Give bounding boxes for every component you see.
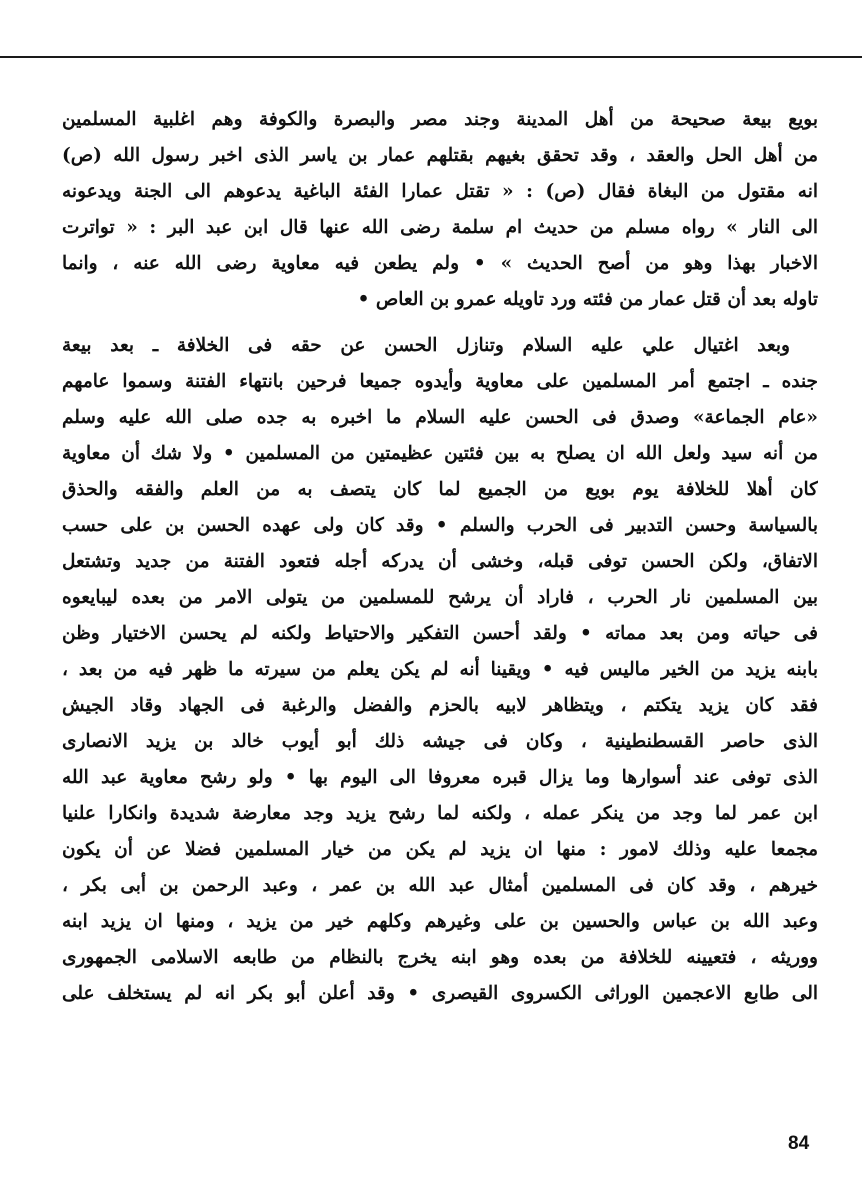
text-line: بين المسلمين نار الحرب ، فاراد أن يرشح للمسلمين من يتولى الامر من بعده ليبايعوه [62, 587, 818, 608]
text-line: انه مقتول من البغاة فقال (ص) : « تقتل عمارا الفئة الباغية يدعوهم الى الجنة ويدعونه [62, 181, 818, 202]
text-line: خيرهم ، وقد كان فى المسلمين أمثال عبد الله بن عمر ، وعبد الرحمن بن أبى بكر ، [62, 875, 818, 896]
text-line: من أهل الحل والعقد ، وقد تحقق بغيهم بقتلهم عمار بن ياسر الذى اخبر رسول الله (ص) [62, 145, 818, 166]
text-line: «عام الجماعة» وصدق فى الحسن عليه السلام ما اخبره به جده صلى الله عليه وسلم [62, 407, 818, 428]
text-line: وبعد اغتيال علي عليه السلام وتنازل الحسن عن حقه فى الخلافة ـ بعد بيعة [62, 335, 790, 356]
text-line: جنده ـ اجتمع أمر المسلمين على معاوية وأيدوه جميعا فرحين بانتهاء الفتنة وسموا عامهم [62, 371, 818, 392]
paragraph-1 [62, 102, 818, 318]
text-line: الاتفاق، ولكن الحسن توفى قبله، وخشى أن يدركه أجله فتعود الفتنة من جديد وتشتعل [62, 551, 818, 572]
text-line: الاخبار بهذا وهو من أصح الحديث » • ولم يطعن فيه معاوية رضى الله عنه ، وانما [62, 253, 818, 274]
page-number: 84 [788, 1133, 810, 1154]
text-line: الذى توفى عند أسوارها وما يزال قبره معروفا الى اليوم بها • ولو رشح معاوية عبد الله [62, 767, 818, 788]
text-line: تاوله بعد أن قتل عمار من فئته ورد تاويله عمرو بن العاص • [357, 289, 818, 310]
text-line: فقد كان يزيد يتكتم ، ويتظاهر لابيه بالحزم والفضل والرغبة فى الجهاد وقاد الجيش [62, 695, 818, 716]
text-line: مجمعا عليه وذلك لامور : منها ان يزيد لم يكن من خيار المسلمين فضلا عن أن يكون [62, 839, 818, 860]
text-line: بويع بيعة صحيحة من أهل المدينة وجند مصر والبصرة والكوفة وهم اغلبية المسلمين [62, 109, 818, 130]
text-line: ابن عمر لما وجد من ينكر عمله ، ولكنه لما رشح يزيد وجد معارضة شديدة وانكارا علنيا [62, 803, 818, 824]
text-line: بالسياسة وحسن التدبير فى الحرب والسلم • وقد كان ولى عهده الحسن بن على حسب [62, 515, 818, 536]
text-line: وعبد الله بن عباس والحسين بن على وغيرهم وكلهم خير من يزيد ، ومنها ان يزيد ابنه [62, 911, 818, 932]
header-rule [0, 56, 862, 58]
text-line: الى النار » رواه مسلم من حديث ام سلمة رضى الله عنها قال ابن عبد البر : « تواترت [62, 217, 818, 238]
text-line: الذى حاصر القسطنطينية ، وكان فى جيشه ذلك أبو أيوب خالد بن يزيد الانصارى [62, 731, 818, 752]
text-line: ووريثه ، فتعيينه للخلافة من بعده وهو ابنه يخرج بالنظام من طابعه الاسلامى الجمهورى [62, 947, 818, 968]
text-line: كان أهلا للخلافة يوم بويع من الجميع لما كان يتصف به من العلم والفقه والحذق [62, 479, 818, 500]
page-body [62, 102, 818, 1012]
text-line: بابنه يزيد من الخير ماليس فيه • ويقينا أنه لم يكن يعلم من سيرته ما ظهر فيه من بعد ، [62, 659, 818, 680]
text-line: فى حياته ومن بعد مماته • ولقد أحسن التفكير والاحتياط ولكنه لم يحسن الاختيار وظن [62, 623, 818, 644]
paragraph-gap [62, 318, 818, 328]
text-line: من أنه سيد ولعل الله ان يصلح به بين فئتين عظيمتين من المسلمين • ولا شك أن معاوية [62, 443, 818, 464]
paragraph-2 [62, 328, 818, 1012]
text-line: الى طابع الاعجمين الوراثى الكسروى القيصرى • وقد أعلن أبو بكر انه لم يستخلف على [62, 983, 818, 1004]
